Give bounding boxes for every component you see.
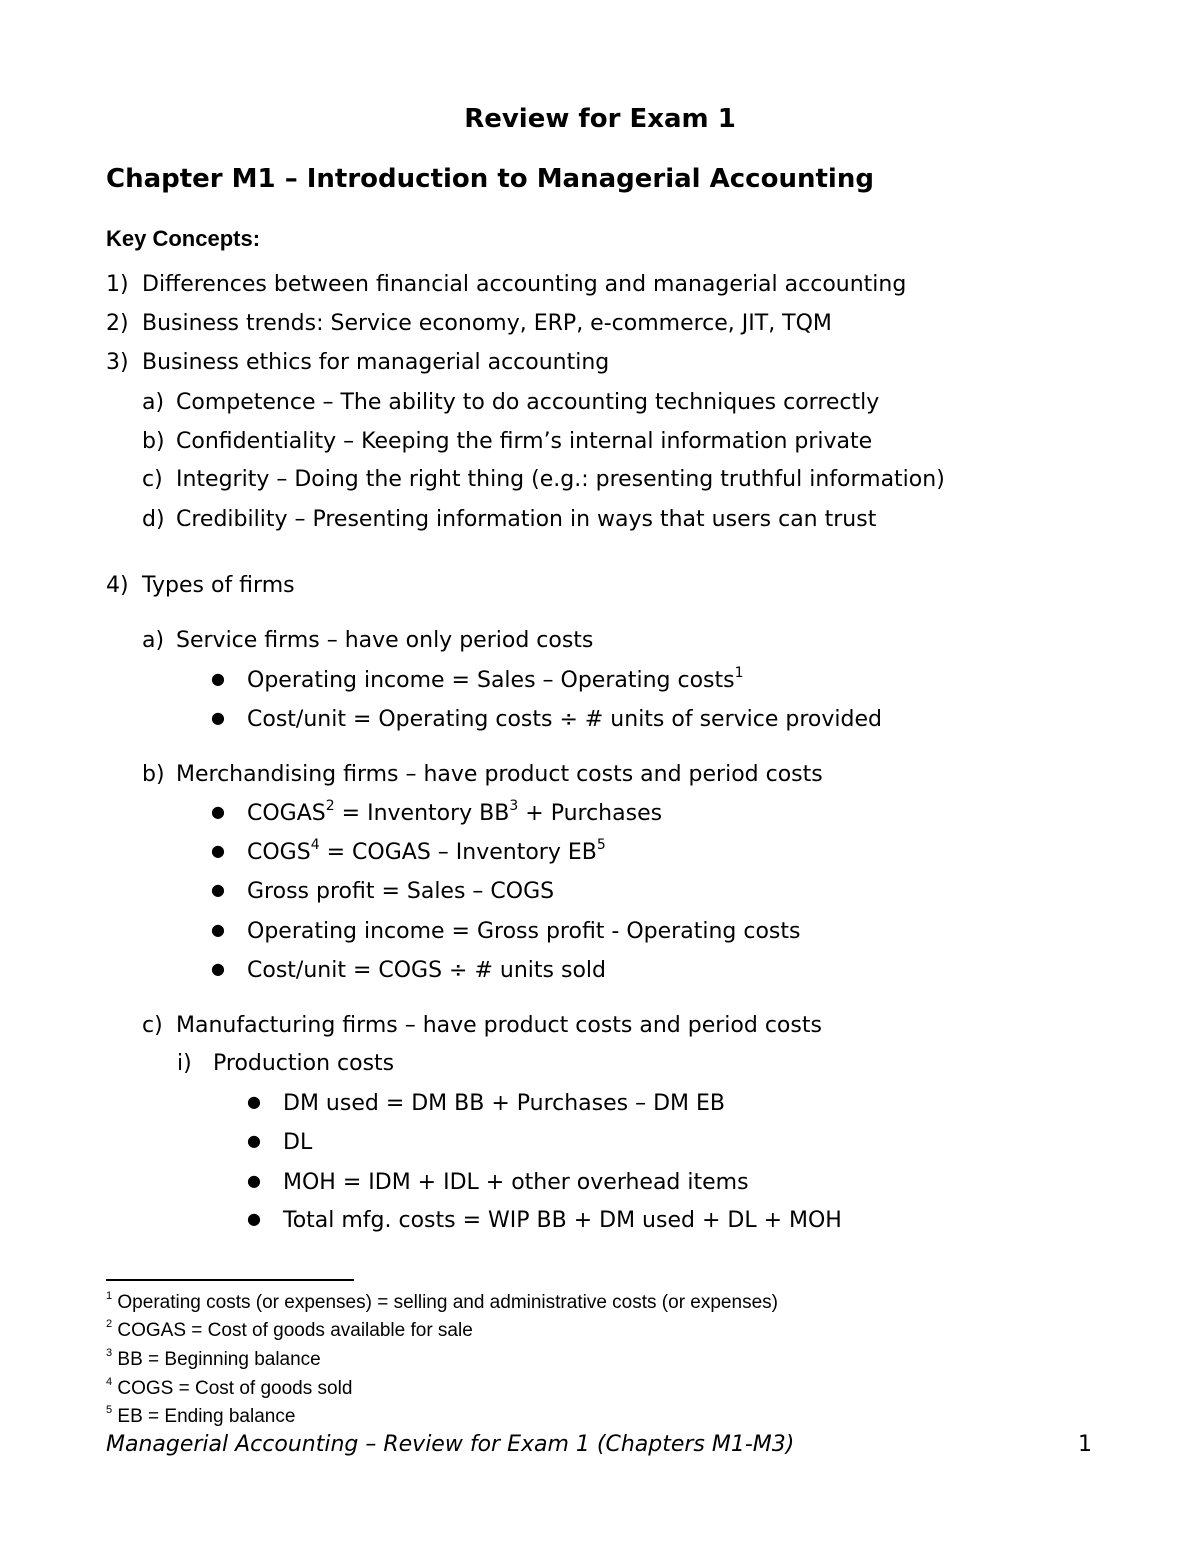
footnote-text: COGS = Cost of goods sold [112,1378,353,1399]
bullet-text: Total mfg. costs = WIP BB + DM used + DL + MOH [283,1208,842,1233]
bullet-item [247,1170,749,1195]
bullet-item [211,664,744,693]
footnote-text: BB = Beginning balance [112,1349,321,1370]
bullet-text: DL [283,1130,313,1155]
list-item [106,272,906,297]
bullet-text: = Inventory BB [334,801,510,826]
sub-item-letter: b) [142,429,165,454]
sub-item-letter: c) [142,1013,163,1038]
bullet-icon: ● [211,880,225,899]
footnote-ref: 3 [509,797,519,814]
footnote-text: COGAS = Cost of goods available for sale [112,1320,473,1341]
bullet-text: MOH = IDM + IDL + other overhead items [283,1170,749,1195]
sub-item-text: Competence – The ability to do accounting techniques correctly [176,390,880,415]
sub-item-letter: c) [142,467,163,492]
bullet-text: COGS [247,840,311,865]
footnote [106,1346,321,1371]
roman-item-text: Production costs [213,1051,395,1076]
sub-item-text: Integrity – Doing the right thing (e.g.: presenting truthful information) [176,467,945,492]
roman-numeral: i) [177,1051,192,1076]
bullet-text: Cost/unit = COGS ÷ # units sold [247,958,606,983]
roman-item [177,1051,394,1076]
footnote-ref: 1 [734,664,744,681]
item-number: 2) [106,311,129,336]
footnote-text: EB = Ending balance [112,1406,296,1427]
sub-item-text: Manufacturing firms – have product costs and period costs [176,1013,822,1038]
bullet-text: Operating income = Sales – Operating costs [247,668,735,693]
item-number: 1) [106,272,129,297]
footnote [106,1375,353,1400]
item-text: Differences between financial accounting and managerial accounting [142,272,907,297]
bullet-icon: ● [247,1092,261,1111]
footnote-ref: 4 [310,836,320,853]
page-number: 1 [1078,1432,1092,1457]
bullet-item [211,797,663,826]
bullet-icon: ● [211,669,225,688]
footnote-ref: 2 [325,797,335,814]
page-title: Review for Exam 1 [464,104,736,134]
sub-item [142,390,879,415]
footnote-mark: 4 [106,1375,113,1388]
footnote-text: Operating costs (or expenses) = selling and administrative costs (or expenses) [112,1292,778,1313]
bullet-icon: ● [247,1209,261,1228]
footnote [106,1317,473,1342]
item-number: 4) [106,573,129,598]
bullet-icon: ● [211,959,225,978]
bullet-icon: ● [211,802,225,821]
bullet-icon: ● [247,1171,261,1190]
bullet-icon: ● [211,920,225,939]
footnote-ref: 5 [596,836,606,853]
chapter-heading: Chapter M1 – Introduction to Managerial Accounting [106,164,874,194]
bullet-item [211,879,554,904]
sub-item-text: Credibility – Presenting information in ways that users can trust [176,507,877,532]
item-text: Types of firms [142,573,295,598]
bullet-item [247,1091,725,1116]
bullet-item [211,836,606,865]
item-number: 3) [106,350,129,375]
footnote-separator [106,1279,354,1281]
sub-item-text: Service firms – have only period costs [176,628,594,653]
bullet-icon: ● [211,708,225,727]
sub-item-letter: a) [142,390,165,415]
sub-item [142,1013,822,1038]
bullet-item [247,1208,842,1233]
sub-item [142,762,823,787]
bullet-text: COGAS [247,801,326,826]
list-item [106,350,609,375]
list-item [106,311,832,336]
page-footer: Managerial Accounting – Review for Exam 1 (Chapters M1-M3) [106,1432,795,1457]
footnote [106,1289,778,1314]
footnote-mark: 1 [106,1289,113,1302]
sub-item-letter: b) [142,762,165,787]
item-text: Business ethics for managerial accounting [142,350,610,375]
sub-item-letter: d) [142,507,165,532]
bullet-item [247,1130,312,1155]
item-text: Business trends: Service economy, ERP, e-commerce, JIT, TQM [142,311,832,336]
bullet-item [211,707,882,732]
sub-item [142,628,593,653]
footnote-mark: 3 [106,1346,113,1359]
bullet-text: Operating income = Gross profit - Operating costs [247,919,801,944]
bullet-item [211,958,606,983]
bullet-icon: ● [211,841,225,860]
sub-item [142,467,945,492]
sub-item-text: Confidentiality – Keeping the firm’s internal information private [176,429,873,454]
bullet-item [211,919,800,944]
footnote-mark: 5 [106,1403,113,1416]
bullet-text: DM used = DM BB + Purchases – DM EB [283,1091,726,1116]
bullet-text: + Purchases [518,801,663,826]
list-item [106,573,295,598]
bullet-text: Gross profit = Sales – COGS [247,879,555,904]
footnote-mark: 2 [106,1317,113,1330]
key-concepts-label: Key Concepts: [106,226,261,251]
footnote [106,1403,296,1428]
sub-item-letter: a) [142,628,165,653]
bullet-icon: ● [247,1131,261,1150]
sub-item-text: Merchandising firms – have product costs and period costs [176,762,823,787]
bullet-text: = COGAS – Inventory EB [319,840,597,865]
sub-item [142,429,872,454]
sub-item [142,507,876,532]
bullet-text: Cost/unit = Operating costs ÷ # units of service provided [247,707,882,732]
